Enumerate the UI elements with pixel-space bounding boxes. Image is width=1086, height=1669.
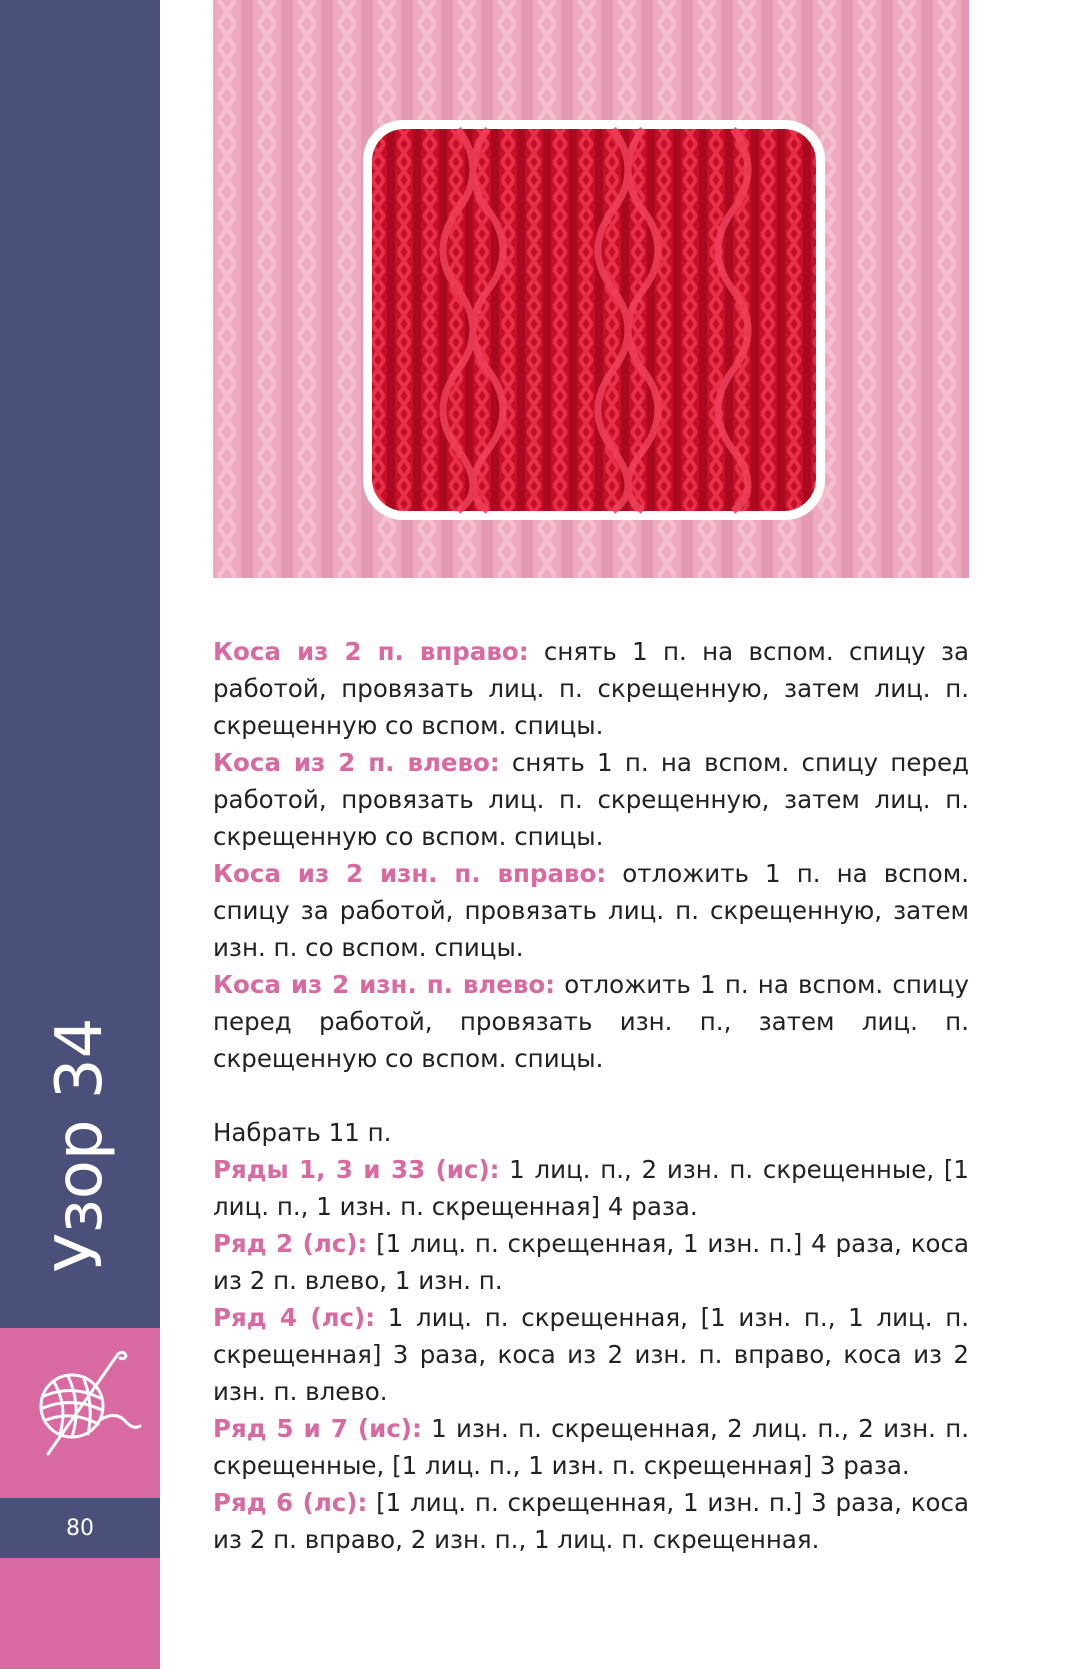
definition-paragraph bbox=[213, 633, 969, 744]
definition-term: Коса из 2 изн. п. вправо: bbox=[213, 859, 607, 888]
row-instruction bbox=[213, 1151, 969, 1225]
definition-paragraph bbox=[213, 855, 969, 966]
definition-text: отложить 1 п. на вспом. спицу за работой, провязать лиц. п. скрещенную, затем изн. п. со вспом. спицы. bbox=[213, 859, 969, 962]
sidebar-bottom-band bbox=[0, 1558, 160, 1669]
row-instruction bbox=[213, 1299, 969, 1410]
definition-term: Коса из 2 п. влево: bbox=[213, 748, 500, 777]
row-text: 1 изн. п. скрещенная, 2 лиц. п., 2 изн. п. скрещенные, [1 лиц. п., 1 изн. п. скрещенная] 3 раза. bbox=[213, 1414, 969, 1480]
definition-term: Коса из 2 изн. п. влево: bbox=[213, 970, 556, 999]
pattern-instructions bbox=[213, 633, 969, 1558]
knitted-swatch-image bbox=[213, 0, 969, 578]
row-instruction bbox=[213, 1225, 969, 1299]
paragraph-gap bbox=[213, 1077, 969, 1114]
row-text: [1 лиц. п. скрещенная, 1 изн. п.] 3 раза, коса из 2 п. вправо, 2 изн. п., 1 лиц. п. скрещенная. bbox=[213, 1488, 969, 1554]
row-instruction bbox=[213, 1484, 969, 1558]
row-term: Ряды 1, 3 и 33 (ис): bbox=[213, 1155, 500, 1184]
definition-text: снять 1 п. на вспом. спицу перед работой, провязать лиц. п. скрещенную, затем лиц. п. скрещенную со вспом. спицы. bbox=[213, 748, 969, 851]
row-term: Ряд 4 (лс): bbox=[213, 1303, 376, 1332]
pattern-photo bbox=[213, 0, 969, 578]
row-text: 1 лиц. п. скрещенная, [1 изн. п., 1 лиц. п. скрещенная] 3 раза, коса из 2 изн. п. вправо, коса из 2 изн. п. влево. bbox=[213, 1303, 969, 1406]
definition-text: снять 1 п. на вспом. спицу за работой, провязать лиц. п. скрещенную, затем лиц. п. скрещенную со вспом. спицы. bbox=[213, 637, 969, 740]
page-number-block bbox=[0, 1498, 160, 1558]
yarn-ball-with-crochet-hook-icon bbox=[30, 1348, 142, 1466]
definition-text: отложить 1 п. на вспом. спицу перед работой, провязать изн. п., затем лиц. п. скрещенную со вспом. спицы. bbox=[213, 970, 969, 1073]
row-text: [1 лиц. п. скрещенная, 1 изн. п.] 4 раза, коса из 2 п. влево, 1 изн. п. bbox=[213, 1229, 969, 1295]
cast-on-line: Набрать 11 п. bbox=[213, 1118, 392, 1147]
logo-block bbox=[0, 1328, 160, 1498]
row-instruction bbox=[213, 1410, 969, 1484]
row-term: Ряд 6 (лс): bbox=[213, 1488, 368, 1517]
definition-paragraph bbox=[213, 744, 969, 855]
page-number: 80 bbox=[66, 1515, 94, 1541]
pattern-title bbox=[0, 985, 160, 1305]
definition-paragraph bbox=[213, 966, 969, 1077]
row-term: Ряд 2 (лс): bbox=[213, 1229, 368, 1258]
row-text: 1 лиц. п., 2 изн. п. скрещенные, [1 лиц. п., 1 изн. п. скрещенная] 4 раза. bbox=[213, 1155, 969, 1221]
pattern-title-text: Узор 34 bbox=[43, 1017, 117, 1273]
definition-term: Коса из 2 п. вправо: bbox=[213, 637, 529, 666]
row-term: Ряд 5 и 7 (ис): bbox=[213, 1414, 422, 1443]
